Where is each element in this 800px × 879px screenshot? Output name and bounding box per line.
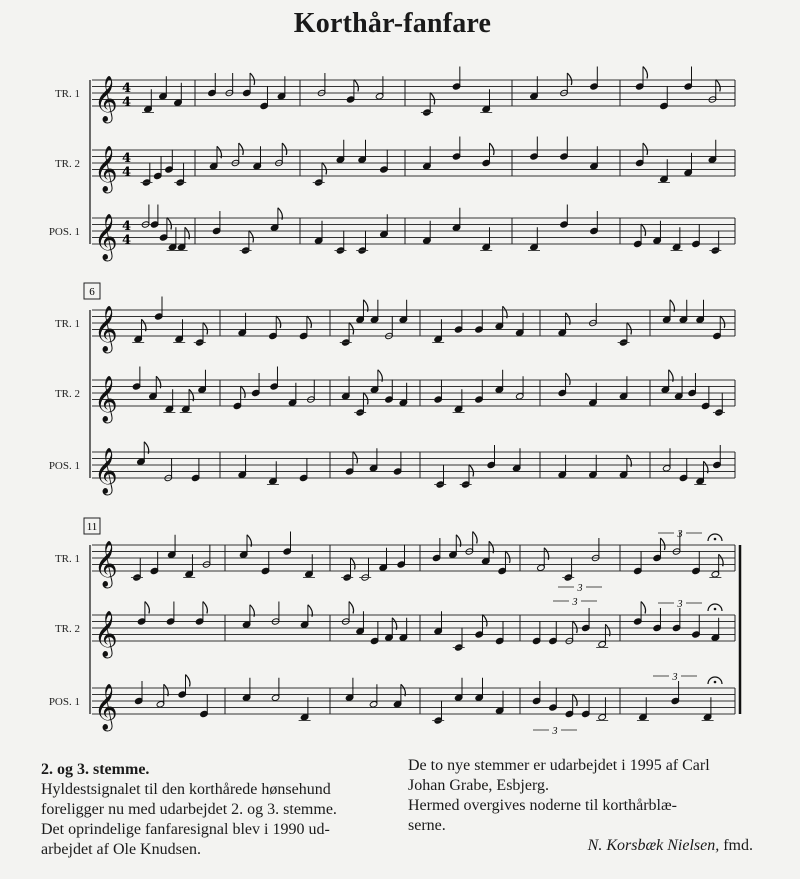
note-flag [573, 621, 578, 633]
note-flag [643, 143, 648, 155]
right-line-4: serne. [408, 817, 446, 834]
right-line-2: Johan Grabe, Esbjerg. [408, 777, 549, 794]
tuplet-number: 3 [552, 726, 558, 737]
note-flag [483, 615, 488, 627]
note-flag [186, 675, 191, 687]
note-flag [351, 558, 356, 570]
note-flag [322, 163, 327, 175]
signature [408, 836, 753, 856]
treble-clef-icon: 𝄞 [94, 448, 118, 494]
signature-name: N. Korsbæk Nielsen, [587, 837, 720, 854]
time-signature-bottom: 4 [122, 95, 132, 110]
left-text-column [41, 760, 396, 860]
note-flag [249, 231, 254, 243]
note-flag [473, 532, 478, 544]
note-flag [145, 602, 150, 614]
treble-clef-icon: 𝄞 [94, 306, 118, 352]
note-flag [567, 73, 572, 85]
note-flag [573, 694, 578, 706]
fermata-dot [714, 681, 717, 684]
treble-clef-icon: 𝄞 [94, 611, 118, 657]
tuplet-number: 3 [677, 599, 683, 610]
note-flag [353, 452, 358, 464]
note-flag [430, 93, 435, 105]
note-flag [566, 373, 571, 385]
note-flag [239, 143, 244, 155]
time-signature-bottom: 4 [122, 233, 132, 248]
staff-label: POS. 1 [48, 460, 80, 472]
page-title: Korthår-fanfare [293, 8, 492, 39]
fermata-dot [714, 538, 717, 541]
signature-suffix: fmd. [723, 837, 753, 854]
right-line-1: De to nye stemmer er udarbejdet i 1995 af Carl [408, 757, 710, 774]
note-flag [660, 538, 665, 550]
time-signature-top: 4 [122, 151, 132, 166]
time-signature-top: 4 [122, 219, 132, 234]
tuplet-number: 3 [677, 529, 683, 540]
treble-clef-icon: 𝄞 [94, 541, 118, 587]
note-flag [307, 316, 312, 328]
note-flag [203, 323, 208, 335]
note-flag [505, 551, 510, 563]
fermata-dot [714, 608, 717, 611]
note-flag [641, 224, 646, 236]
staff-label: TR. 1 [54, 553, 80, 565]
treble-clef-icon: 𝄞 [94, 214, 118, 260]
measure-number: 6 [89, 286, 95, 298]
tuplet-number: 3 [577, 583, 583, 594]
time-signature-bottom: 4 [122, 165, 132, 180]
note-flag [643, 67, 648, 79]
left-line-1: Hyldestsignalet til den korthårede hønsehund [41, 781, 331, 798]
note-flag [641, 602, 646, 614]
left-line-2: foreligger nu med udarbejdet 2. og 3. stemme. [41, 801, 337, 818]
time-signature-top: 4 [122, 81, 132, 96]
treble-clef-icon: 𝄞 [94, 76, 118, 122]
left-line-3: Det oprindelige fanfaresignal blev i 1990 ud- [41, 821, 330, 838]
note-flag [716, 80, 721, 92]
tuplet-number: 3 [672, 672, 678, 683]
note-flag [167, 218, 172, 230]
measure-number: 11 [86, 521, 98, 533]
staff-label: POS. 1 [48, 696, 80, 708]
right-line-3: Hermed overgives noderne til korthårblæ- [408, 797, 677, 814]
note-flag [627, 323, 632, 335]
note-flag [276, 316, 281, 328]
treble-clef-icon: 𝄞 [94, 146, 118, 192]
note-flag [349, 602, 354, 614]
note-flag [363, 393, 368, 405]
note-flag [282, 143, 287, 155]
staff-label: POS. 1 [48, 226, 80, 238]
note-flag [720, 316, 725, 328]
note-flag [241, 386, 246, 398]
right-text-column [408, 756, 753, 856]
note-flag [469, 465, 474, 477]
staff-label: TR. 2 [54, 158, 80, 170]
treble-clef-icon: 𝄞 [94, 376, 118, 422]
section-heading: 2. og 3. stemme. [41, 761, 150, 778]
treble-clef-icon: 𝄞 [94, 684, 118, 730]
note-flag [203, 602, 208, 614]
note-flag [490, 143, 495, 155]
left-line-4: arbejdet af Ole Knudsen. [41, 841, 201, 858]
staff-label: TR. 1 [54, 318, 80, 330]
note-flag [354, 80, 359, 92]
tuplet-number: 3 [572, 597, 578, 608]
staff-label: TR. 2 [54, 623, 80, 635]
note-flag [250, 73, 255, 85]
staff-label: TR. 2 [54, 388, 80, 400]
note-flag [349, 323, 354, 335]
staff-label: TR. 1 [54, 88, 80, 100]
